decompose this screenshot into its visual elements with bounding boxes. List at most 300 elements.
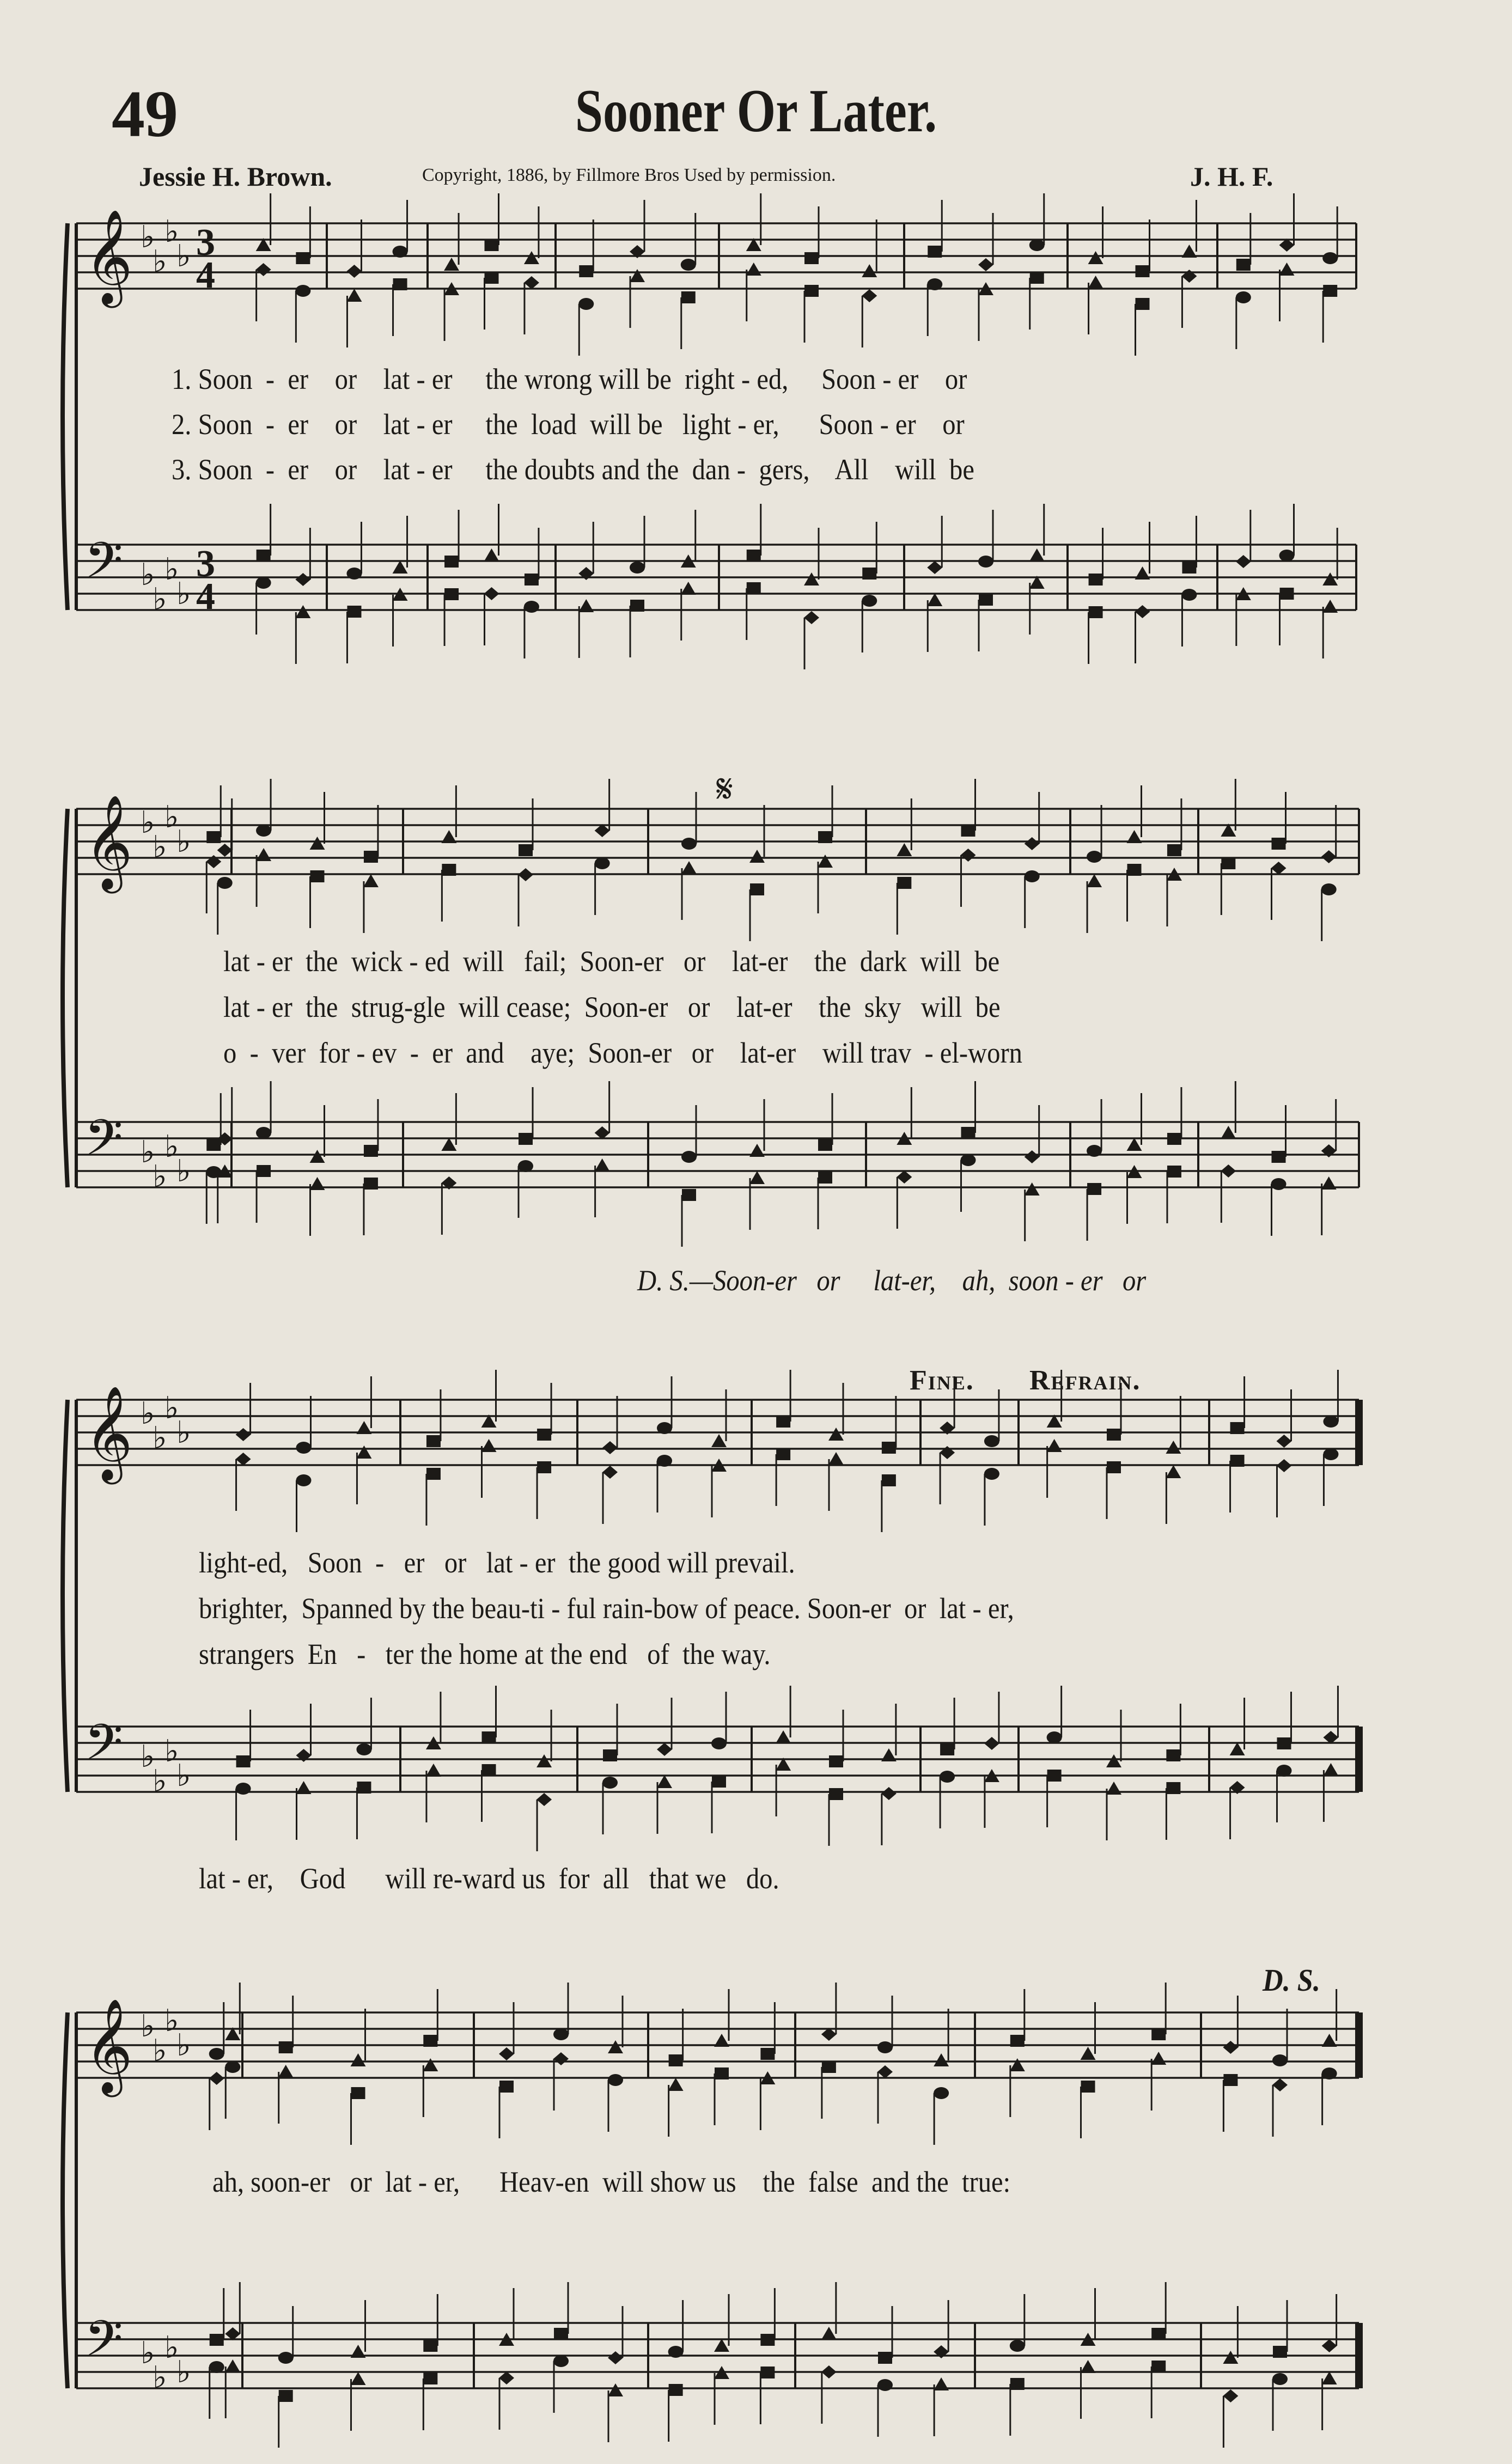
system2-bass-note [364,1178,378,1190]
system1-time-top: 3 [196,543,215,585]
system4-alto-note [351,2087,365,2099]
ds-line: D. S.—Soon-er or lat-er, ah, soon - er or [637,1264,1147,1297]
system4-bass-note [1010,2378,1025,2390]
system3-soprano-note [1323,1416,1338,1428]
system1-alto-note [746,263,761,276]
system3-tenor-note [829,1755,843,1767]
system3-soprano-note [236,1428,251,1441]
system2-tenor-note [1167,1133,1181,1145]
system2-soprano-note [364,851,378,863]
system2-alto-note [363,874,379,887]
system2-alto-note [1271,862,1287,875]
system1-time-bottom: 4 [196,254,215,296]
system2-bass-note [1025,1182,1040,1196]
system4-tenor-note [608,2351,623,2364]
system1-tenor-note [1322,572,1338,585]
system2-tenor-note [1127,1138,1142,1151]
system4-soprano-note [760,2048,775,2060]
system2-bass-note [897,1170,912,1184]
system4-soprano-note [1010,2035,1025,2047]
system3-alto-note [1047,1439,1062,1452]
system3-soprano-note [1277,1435,1292,1448]
system1-alto-note [295,285,310,297]
system3-verse3: strangers En - ter the home at the end of the way. [199,1638,771,1670]
system3-alto-note [296,1474,312,1486]
system4-flat: ♭ [176,2028,191,2063]
system3-soprano-note [1166,1441,1181,1454]
system4-tenor-note [423,2340,437,2352]
system4-tenor-note [1322,2339,1337,2352]
system4-alto-note [608,2074,623,2086]
system1-bass-note [1135,605,1150,618]
system1-tenor-note [978,556,993,568]
system1-tenor-note [393,560,408,574]
system1-bass-note [804,611,819,624]
system4-bass-note [225,2359,240,2372]
system2-bass-note [1221,1164,1236,1178]
refrain-marker: Refrain. [1029,1365,1141,1396]
system3-soprano-note [602,1441,618,1454]
system4-bass-note [1322,2371,1337,2384]
system4-soprano-note [279,2041,293,2053]
system2-tenor-note [818,1139,832,1151]
system3-alto-note [602,1466,618,1479]
system2-flat: ♭ [176,824,191,859]
system4-alto-note [1151,2052,1166,2065]
system1-bass-note [524,601,539,613]
system3-soprano-note [828,1428,844,1441]
system1-soprano-note [978,258,993,271]
system2-soprano-note [1025,837,1040,850]
system3-flat: ♭ [164,1734,179,1769]
system2-alto-note [1321,883,1337,895]
system2-flat: ♭ [141,1135,155,1170]
system3-soprano-note [711,1434,727,1447]
system2-soprano-note [519,844,533,856]
system4-alto-note [822,2061,836,2073]
system1-soprano-note [928,246,942,258]
system2-alto-note [518,868,533,881]
system3-verse1: light-ed, Soon - er or lat - er the good will prevail. [199,1546,795,1579]
system1-bass-note [630,600,644,612]
system1-tenor-note [1182,562,1196,574]
system2-bass-note [257,1165,271,1177]
system1-bass-note [347,606,361,618]
system4-tenor-note [1151,2328,1166,2340]
system4-bass-note [423,2372,437,2384]
system2-soprano-note [217,844,233,857]
system3-tenor-note [356,1743,371,1755]
system1-tenor-note [484,548,499,562]
system4-soprano-note [1223,2041,1238,2054]
system4-bass-note [1151,2361,1166,2372]
system4-flat: ♭ [153,2033,167,2069]
system3-tenor-note [603,1749,617,1761]
system1-verse3: 3. Soon - er or lat - er the doubts and the dan - gers, All will be [172,453,974,486]
system1-tenor-note [747,550,761,562]
system4-lyric: ah, soon-er or lat - er, Heav-en will show us the false and the true: [212,2166,1011,2198]
system3-bass-note [357,1782,371,1794]
system2-alto-note [256,848,271,861]
system1-bass-note [1089,606,1103,618]
system3-flat: ♭ [164,1390,179,1426]
system3-tenor-note [482,1731,496,1743]
system3-tenor-note [1230,1742,1245,1755]
system4-alto-note [1272,2078,1288,2091]
system1-bass-note [979,594,993,606]
system3-tenor-note [657,1743,672,1756]
system4-bass-note [553,2355,569,2367]
system3-bass-note [482,1764,496,1776]
hymn-number: 49 [112,77,178,151]
system4-brace [63,2012,68,2388]
system4-bass-note [209,2361,224,2373]
system3-bass-note [602,1777,618,1789]
system3-tenor-note [236,1755,251,1767]
system3-soprano-note [984,1435,999,1447]
system2-soprano-note [256,825,271,837]
system2-bass-note [1321,1176,1337,1190]
system2-tenor-note [256,1127,271,1139]
system2-alto-note [1127,864,1142,876]
system4-alto-note [715,2067,729,2079]
system1-soprano-note [393,246,408,258]
system4-alto-note [1010,2058,1025,2071]
system1-tenor-note [804,572,819,585]
system1-bass-note [484,587,499,600]
system1-alto-note [1088,276,1103,289]
system4-alto-note [209,2072,224,2085]
system2-bass-note [518,1160,533,1172]
system1-tenor-note [1236,555,1251,568]
system3-alto-note [356,1446,371,1459]
system3-bass-clef: 𝄢 [84,1713,123,1783]
system3-bass-note [1277,1765,1292,1777]
system2-flat: ♭ [141,805,155,840]
system1-tenor-note [295,573,310,586]
system3-flat: ♭ [176,1758,191,1794]
system2-bass-note [1167,1166,1181,1178]
system4-bass-note [877,2379,893,2391]
system2-tenor-note [519,1133,533,1145]
system4-soprano-note [877,2041,893,2053]
system2-flat: ♭ [153,830,167,865]
system4-soprano-note [608,2040,623,2053]
system3-tenor-note [1047,1731,1062,1743]
system2-soprano-note [206,831,221,843]
system1-time-bottom: 4 [196,576,215,618]
system1-brace [63,223,68,610]
system2-flat: ♭ [176,1154,191,1189]
system4-tenor-note [210,2334,224,2346]
system3-tenor-note [984,1737,999,1750]
system2-bass-note [1271,1178,1287,1190]
system1-alto-note [1323,285,1337,297]
system4-tenor-note [878,2352,892,2364]
system1-alto-note [524,276,539,289]
system2-alto-note [595,857,610,869]
system3-tenor-note [711,1737,727,1749]
system4-tenor-note [278,2352,294,2364]
system4-bass-note [1272,2373,1288,2385]
system1-treble-clef: 𝄞 [84,209,133,304]
system1-flat: ♭ [176,239,191,274]
system4-alto-note [934,2087,949,2099]
system1-bass-note [862,595,877,607]
system3-bass-note [1166,1782,1180,1794]
system3-bass-note [426,1764,441,1777]
system1-alto-note [1030,272,1044,284]
system3-bass-note [1323,1763,1338,1776]
system2-alto-note [750,883,764,895]
fine-marker: Fine. [910,1365,974,1396]
system1-alto-note [485,272,499,284]
system4-bass-note [279,2390,293,2402]
system3-flat: ♭ [141,1739,155,1774]
system1-tenor-note [1089,574,1103,585]
system1-soprano-note [1029,239,1045,251]
system2-soprano-note [310,837,325,850]
system3-alto-note [657,1455,672,1467]
system3-soprano-note [1107,1429,1121,1441]
system2-bass-note [818,1172,832,1184]
system3-bass-note [296,1781,312,1794]
system4-tenor-note [714,2339,729,2352]
system3-refrain-line: lat - er, God will re-ward us for all that we do. [199,1862,779,1895]
system2-soprano-note [1272,838,1286,850]
system3-alto-note [481,1439,497,1452]
system4-tenor-note [668,2346,684,2358]
system3-soprano-note [657,1422,672,1434]
system1-soprano-note [1236,259,1251,271]
system1-flat: ♭ [141,219,155,255]
system2-tenor-note [206,1139,221,1151]
system2-alto-note [217,877,233,889]
system2-soprano-note [1127,830,1142,843]
system4-alto-note [668,2078,684,2091]
system3-alto-note [236,1453,251,1466]
system3-brace [63,1400,68,1792]
system1-soprano-note [346,265,362,278]
system2-bass-note [1087,1183,1101,1195]
system2-bass-note [749,1171,765,1184]
system3-alto-note [1277,1459,1292,1472]
system2-bass-note [595,1158,610,1172]
system3-soprano-note [882,1442,896,1454]
system1-alto-note [681,291,696,303]
system2-flat: ♭ [153,1159,167,1194]
system1-tenor-note [346,568,362,580]
system3-flat: ♭ [153,1764,167,1799]
system1-tenor-note [927,561,942,574]
system1-alto-note [393,278,407,290]
system1-soprano-note [1088,251,1103,264]
system1-tenor-note [525,574,539,585]
system3-tenor-note [536,1754,552,1767]
system1-tenor-note [257,550,271,562]
system4-bass-note [351,2372,366,2385]
composer-credit: J. H. F. [1190,161,1273,192]
system2-bass-note [310,1177,325,1190]
system1-bass-note [1280,588,1294,600]
system4-tenor-note [554,2328,568,2340]
system2-flat: ♭ [164,800,179,835]
system3-tenor-note [776,1730,791,1743]
system3-alto-note [1230,1455,1245,1467]
system2-alto-note [961,849,976,862]
system4-flat: ♭ [141,2335,155,2371]
system2-bass-note [961,1154,976,1166]
system2-soprano-note [1167,844,1181,856]
system4-tenor-note [1223,2351,1238,2364]
system2-brace [63,809,68,1187]
system4-tenor-note [760,2334,775,2346]
system1-bass-note [747,582,761,594]
system1-bass-note [295,605,310,618]
system4-soprano-note [1272,2054,1288,2066]
system1-soprano-note [804,252,819,264]
hymn-title: Sooner Or Later. [575,77,937,145]
system3-soprano-note [426,1435,441,1447]
system4-bass-note [669,2384,683,2396]
system2-alto-note [818,855,833,868]
system3-bass-note [829,1788,843,1800]
system3-tenor-note [1166,1749,1180,1761]
system1-soprano-note [681,259,696,271]
system2-tenor-note [1272,1151,1286,1163]
system1-flat: ♭ [164,214,179,249]
system4-bass-note [608,2383,623,2396]
system2-tenor-note [1087,1145,1102,1157]
system3-tenor-note [881,1748,897,1761]
system1-soprano-note [485,239,499,251]
system4-treble-clef: 𝄞 [84,1998,133,2093]
system4-alto-note [1223,2074,1237,2086]
system2-tenor-note [681,1151,697,1163]
segno-sign: 𝄋 [716,767,733,811]
system3-soprano-note [537,1429,551,1441]
system2-tenor-note [364,1145,378,1157]
system2-soprano-note [818,831,832,843]
system2-soprano-note [441,830,456,843]
system1-soprano-note [862,264,877,277]
system3-soprano-note [776,1416,790,1428]
system3-bass-note [1047,1770,1062,1782]
system3-soprano-note [1230,1422,1245,1434]
system2-flat: ♭ [164,1129,179,1164]
system1-soprano-note [579,265,593,277]
system1-bass-note [1181,589,1197,601]
system1-bass-note [444,588,459,600]
system3-treble-clef: 𝄞 [84,1386,133,1480]
system4-tenor-note [351,2345,366,2358]
system1-bass-note [681,582,696,595]
system4-flat: ♭ [141,2009,155,2044]
system1-alto-note [862,289,877,302]
system3-alto-note [984,1468,999,1480]
system2-tenor-note [441,1138,456,1151]
system3-tenor-note [940,1743,954,1755]
system3-bass-note [881,1787,897,1800]
system4-soprano-note [423,2035,437,2047]
system1-tenor-note [1279,550,1295,562]
system1-flat: ♭ [153,244,167,279]
system2-tenor-note [1025,1150,1040,1163]
system1-soprano-note [1136,265,1150,277]
system1-alto-note [346,289,362,302]
system1-soprano-note [1181,245,1197,258]
system2-soprano-note [897,843,912,856]
system1-alto-note [927,278,942,290]
system4-soprano-note [1081,2047,1096,2060]
system2-tenor-note [1221,1126,1236,1139]
system3-tenor-note [1277,1737,1291,1749]
system4-bass-note [1081,2360,1096,2373]
system2-tenor-note [310,1150,325,1163]
system3-bass-note [536,1793,552,1806]
system3-bass-note [236,1783,251,1795]
system1-soprano-note [1322,252,1338,264]
system3-tenor-note [1106,1754,1121,1767]
system1-tenor-note [862,568,876,580]
system2-soprano-note [749,850,765,863]
system2-alto-note [1221,857,1235,869]
system1-bass-note [1322,600,1338,613]
system4-soprano-note [553,2028,569,2040]
system4-soprano-note [209,2048,224,2060]
system3-verse2: brighter, Spanned by the beau-ti - ful rain-bow of peace. Soon-er or lat - er, [199,1592,1014,1625]
system2-treble-clef: 𝄞 [84,795,133,889]
system2-alto-note [897,877,911,889]
system4-alto-note [225,2061,240,2073]
system4-soprano-note [1322,2034,1337,2047]
system2-soprano-note [1087,851,1102,863]
system2-alto-note [310,870,325,882]
system3-alto-note [776,1448,790,1460]
system2-verse1: lat - er the wick - ed will fail; Soon-er or lat-er the dark will be [223,945,1000,978]
system2-alto-note [1087,874,1102,887]
system2-bass-note [682,1189,696,1201]
system4-soprano-note [499,2047,514,2060]
system1-verse1: 1. Soon - er or lat - er the wrong will be right - ed, Soon - er or [172,363,967,395]
system4-bass-note [821,2365,837,2378]
system4-bass-note [934,2377,949,2390]
system3-bass-note [657,1775,672,1788]
system1-bass-note [256,577,271,589]
system4-soprano-note [934,2053,949,2066]
system1-alto-note [804,285,819,297]
system4-alto-note [877,2065,893,2078]
system2-verse3: o - ver for - ev - er and aye; Soon-er or lat-er will trav - el-worn [223,1036,1022,1069]
system1-bass-clef: 𝄢 [84,532,123,601]
system4-alto-note [1322,2067,1337,2079]
system4-soprano-note [714,2034,729,2047]
system2-tenor-note [749,1144,765,1157]
system1-soprano-note [444,258,459,271]
system4-bass-note [1223,2389,1238,2402]
system3-alto-note [426,1468,441,1480]
system3-soprano-note [296,1442,312,1454]
system1-verse2: 2. Soon - er or lat - er the load will be light - er, Soon - er or [172,408,965,441]
system3-alto-note [1107,1461,1121,1473]
system4-alto-note [499,2081,514,2093]
ds-marker: D. S. [1263,1962,1320,1998]
system3-alto-note [882,1474,896,1486]
system4-alto-note [278,2065,294,2078]
system1-alto-note [578,298,594,310]
system2-soprano-note [961,825,976,837]
system3-alto-note [1323,1448,1338,1460]
